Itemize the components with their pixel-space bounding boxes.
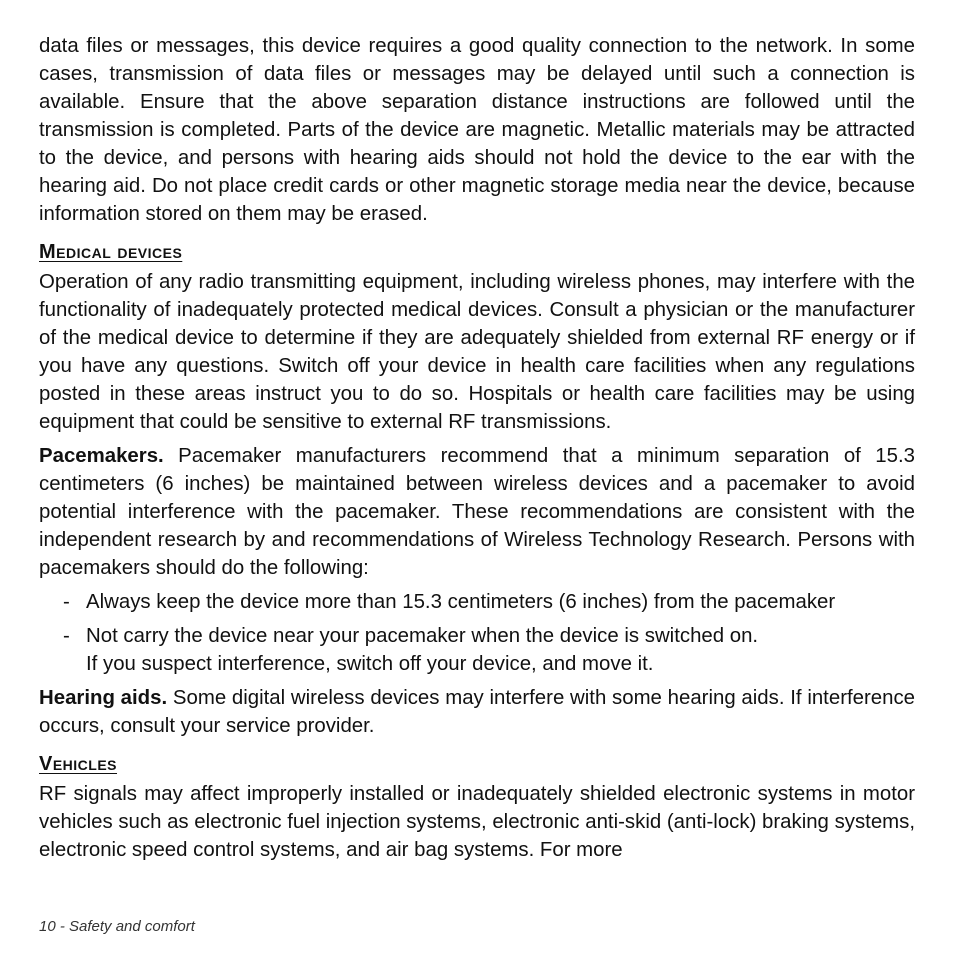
vehicles-paragraph: RF signals may affect improperly installed or inadequately shielded electronic systems in motor vehicles such as electronic fuel injection systems, electronic anti-skid (anti-lock) braking systems, electronic speed control systems, and air bag systems. For more (39, 783, 916, 861)
vehicles-heading: Vehicles (39, 753, 118, 775)
list-item-text: Always keep the device more than 15.3 centimeters (6 inches) from the pacemaker (86, 591, 836, 613)
medical-devices-heading: Medical devices (39, 241, 183, 263)
pacemakers-lead: Pacemakers. (39, 445, 164, 467)
list-item-continuation: If you suspect interference, switch off your device, and move it. (86, 653, 654, 675)
dash-bullet-icon: - (63, 625, 70, 647)
medical-devices-paragraph: Operation of any radio transmitting equipment, including wireless phones, may interfere with the functionality of inadequately protected medical devices. Consult a physician or the manufacturer of the medical device to determine if they are adequately shielded from external RF energy or if you have any questions. Switch off your device in health care facilities when any regulations posted in these areas instruct you to do so. Hospitals or health care facilities may be using equipment that could be sensitive to external RF transmissions. (39, 271, 915, 433)
intro-paragraph: data files or messages, this device requires a good quality connection to the network. In some cases, transmission of data files or messages may be delayed until such a connection is available. Ensure that the above separation distance instructions are followed until the transmission is completed. Parts of the device are magnetic. Metallic materials may be attracted to the device, and persons with hearing aids should not hold the device to the ear with the hearing aid. Do not place credit cards or other magnetic storage media near the device, because information stored on them may be erased. (39, 35, 915, 225)
list-item (39, 588, 915, 616)
dash-bullet-icon: - (63, 591, 70, 613)
page-content (39, 32, 915, 864)
pacemaker-guidelines-list (39, 588, 915, 678)
hearing-aids-paragraph (39, 684, 915, 740)
pacemakers-paragraph (39, 442, 915, 582)
hearing-aids-text: Some digital wireless devices may interfere with some hearing aids. If interference occurs, consult your service provider. (39, 687, 915, 737)
list-item (39, 622, 915, 678)
page-footer: 10 - Safety and comfort (39, 918, 195, 935)
list-item-text: Not carry the device near your pacemaker when the device is switched on. (86, 625, 759, 647)
pacemakers-text: Pacemaker manufacturers recommend that a minimum separation of 15.3 centimeters (6 inches) be maintained between wireless devices and a pacemaker to avoid potential interference with the pacemaker. These recommendations are consistent with the independent research by and recommendations of Wireless Technology Research. Persons with pacemakers should do the following: (39, 445, 915, 579)
hearing-aids-lead: Hearing aids. (39, 687, 168, 709)
